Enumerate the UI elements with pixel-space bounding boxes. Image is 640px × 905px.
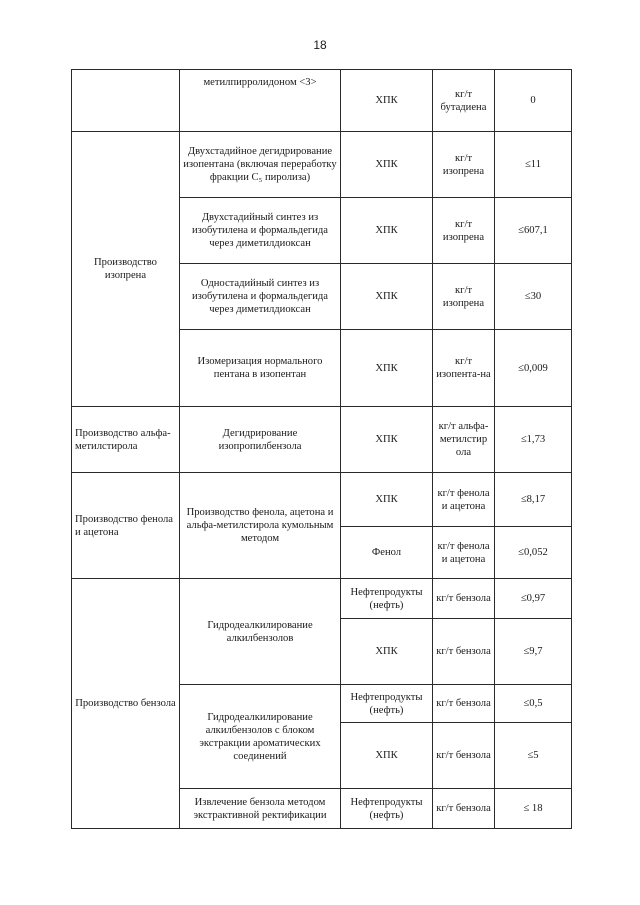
value-cell: ≤5 [495,723,572,789]
process-cell: Двухстадийное дегидрирование изопентана (включая переработку фракции C₅ пиролиза) [180,132,341,198]
substance-cell: ХПК [341,132,433,198]
emissions-table [71,69,572,829]
substance-cell: ХПК [341,264,433,330]
product-cell: Производство бензола [72,579,180,829]
value-cell: ≤0,97 [495,579,572,619]
unit-cell: кг/т бензола [433,685,495,723]
process-cell: метилпирролидоном <3> [180,70,341,132]
value-cell: ≤9,7 [495,619,572,685]
unit-cell: кг/т бензола [433,723,495,789]
value-cell: 0 [495,70,572,132]
product-cell: Производство изопрена [72,132,180,407]
value-cell: ≤ 18 [495,789,572,829]
substance-cell: ХПК [341,723,433,789]
product-cell: Производство альфа-метилстирола [72,407,180,473]
unit-cell: кг/т альфа-метилстир ола [433,407,495,473]
process-cell: Одностадийный синтез из изобутилена и формальдегида через диметилдиоксан [180,264,341,330]
value-cell: ≤30 [495,264,572,330]
value-cell: ≤11 [495,132,572,198]
substance-cell: ХПК [341,407,433,473]
unit-cell: кг/т изопрена [433,264,495,330]
unit-cell: кг/т бензола [433,579,495,619]
value-cell: ≤607,1 [495,198,572,264]
value-cell: ≤0,052 [495,527,572,579]
table-row [72,70,572,132]
substance-cell: Нефтепродукты (нефть) [341,579,433,619]
substance-cell: ХПК [341,198,433,264]
process-cell: Дегидрирование изопропилбензола [180,407,341,473]
table-row [72,579,572,619]
unit-cell: кг/т фенола и ацетона [433,473,495,527]
page-number: 18 [313,38,327,52]
process-cell: Гидродеалкилирование алкилбензолов с блоком экстракции ароматических соединений [180,685,341,789]
value-cell: ≤8,17 [495,473,572,527]
process-cell: Производство фенола, ацетона и альфа-метилстирола кумольным методом [180,473,341,579]
substance-cell: ХПК [341,330,433,407]
substance-cell: ХПК [341,70,433,132]
unit-cell: кг/т бутадиена [433,70,495,132]
substance-cell: Нефтепродукты (нефть) [341,789,433,829]
product-cell [72,70,180,132]
unit-cell: кг/т фенола и ацетона [433,527,495,579]
unit-cell: кг/т изопента-на [433,330,495,407]
substance-cell: ХПК [341,619,433,685]
unit-cell: кг/т изопрена [433,132,495,198]
product-cell: Производство фенола и ацетона [72,473,180,579]
process-cell: Изомеризация нормального пентана в изопентан [180,330,341,407]
process-cell: Гидродеалкилирование алкилбензолов [180,579,341,685]
value-cell: ≤0,5 [495,685,572,723]
value-cell: ≤1,73 [495,407,572,473]
table-row [72,132,572,198]
substance-cell: Нефтепродукты (нефть) [341,685,433,723]
unit-cell: кг/т бензола [433,789,495,829]
process-cell: Извлечение бензола методом экстрактивной ректификации [180,789,341,829]
unit-cell: кг/т бензола [433,619,495,685]
process-cell: Двухстадийный синтез из изобутилена и формальдегида через диметилдиоксан [180,198,341,264]
substance-cell: ХПК [341,473,433,527]
unit-cell: кг/т изопрена [433,198,495,264]
table-row [72,407,572,473]
substance-cell: Фенол [341,527,433,579]
value-cell: ≤0,009 [495,330,572,407]
table-row [72,473,572,527]
